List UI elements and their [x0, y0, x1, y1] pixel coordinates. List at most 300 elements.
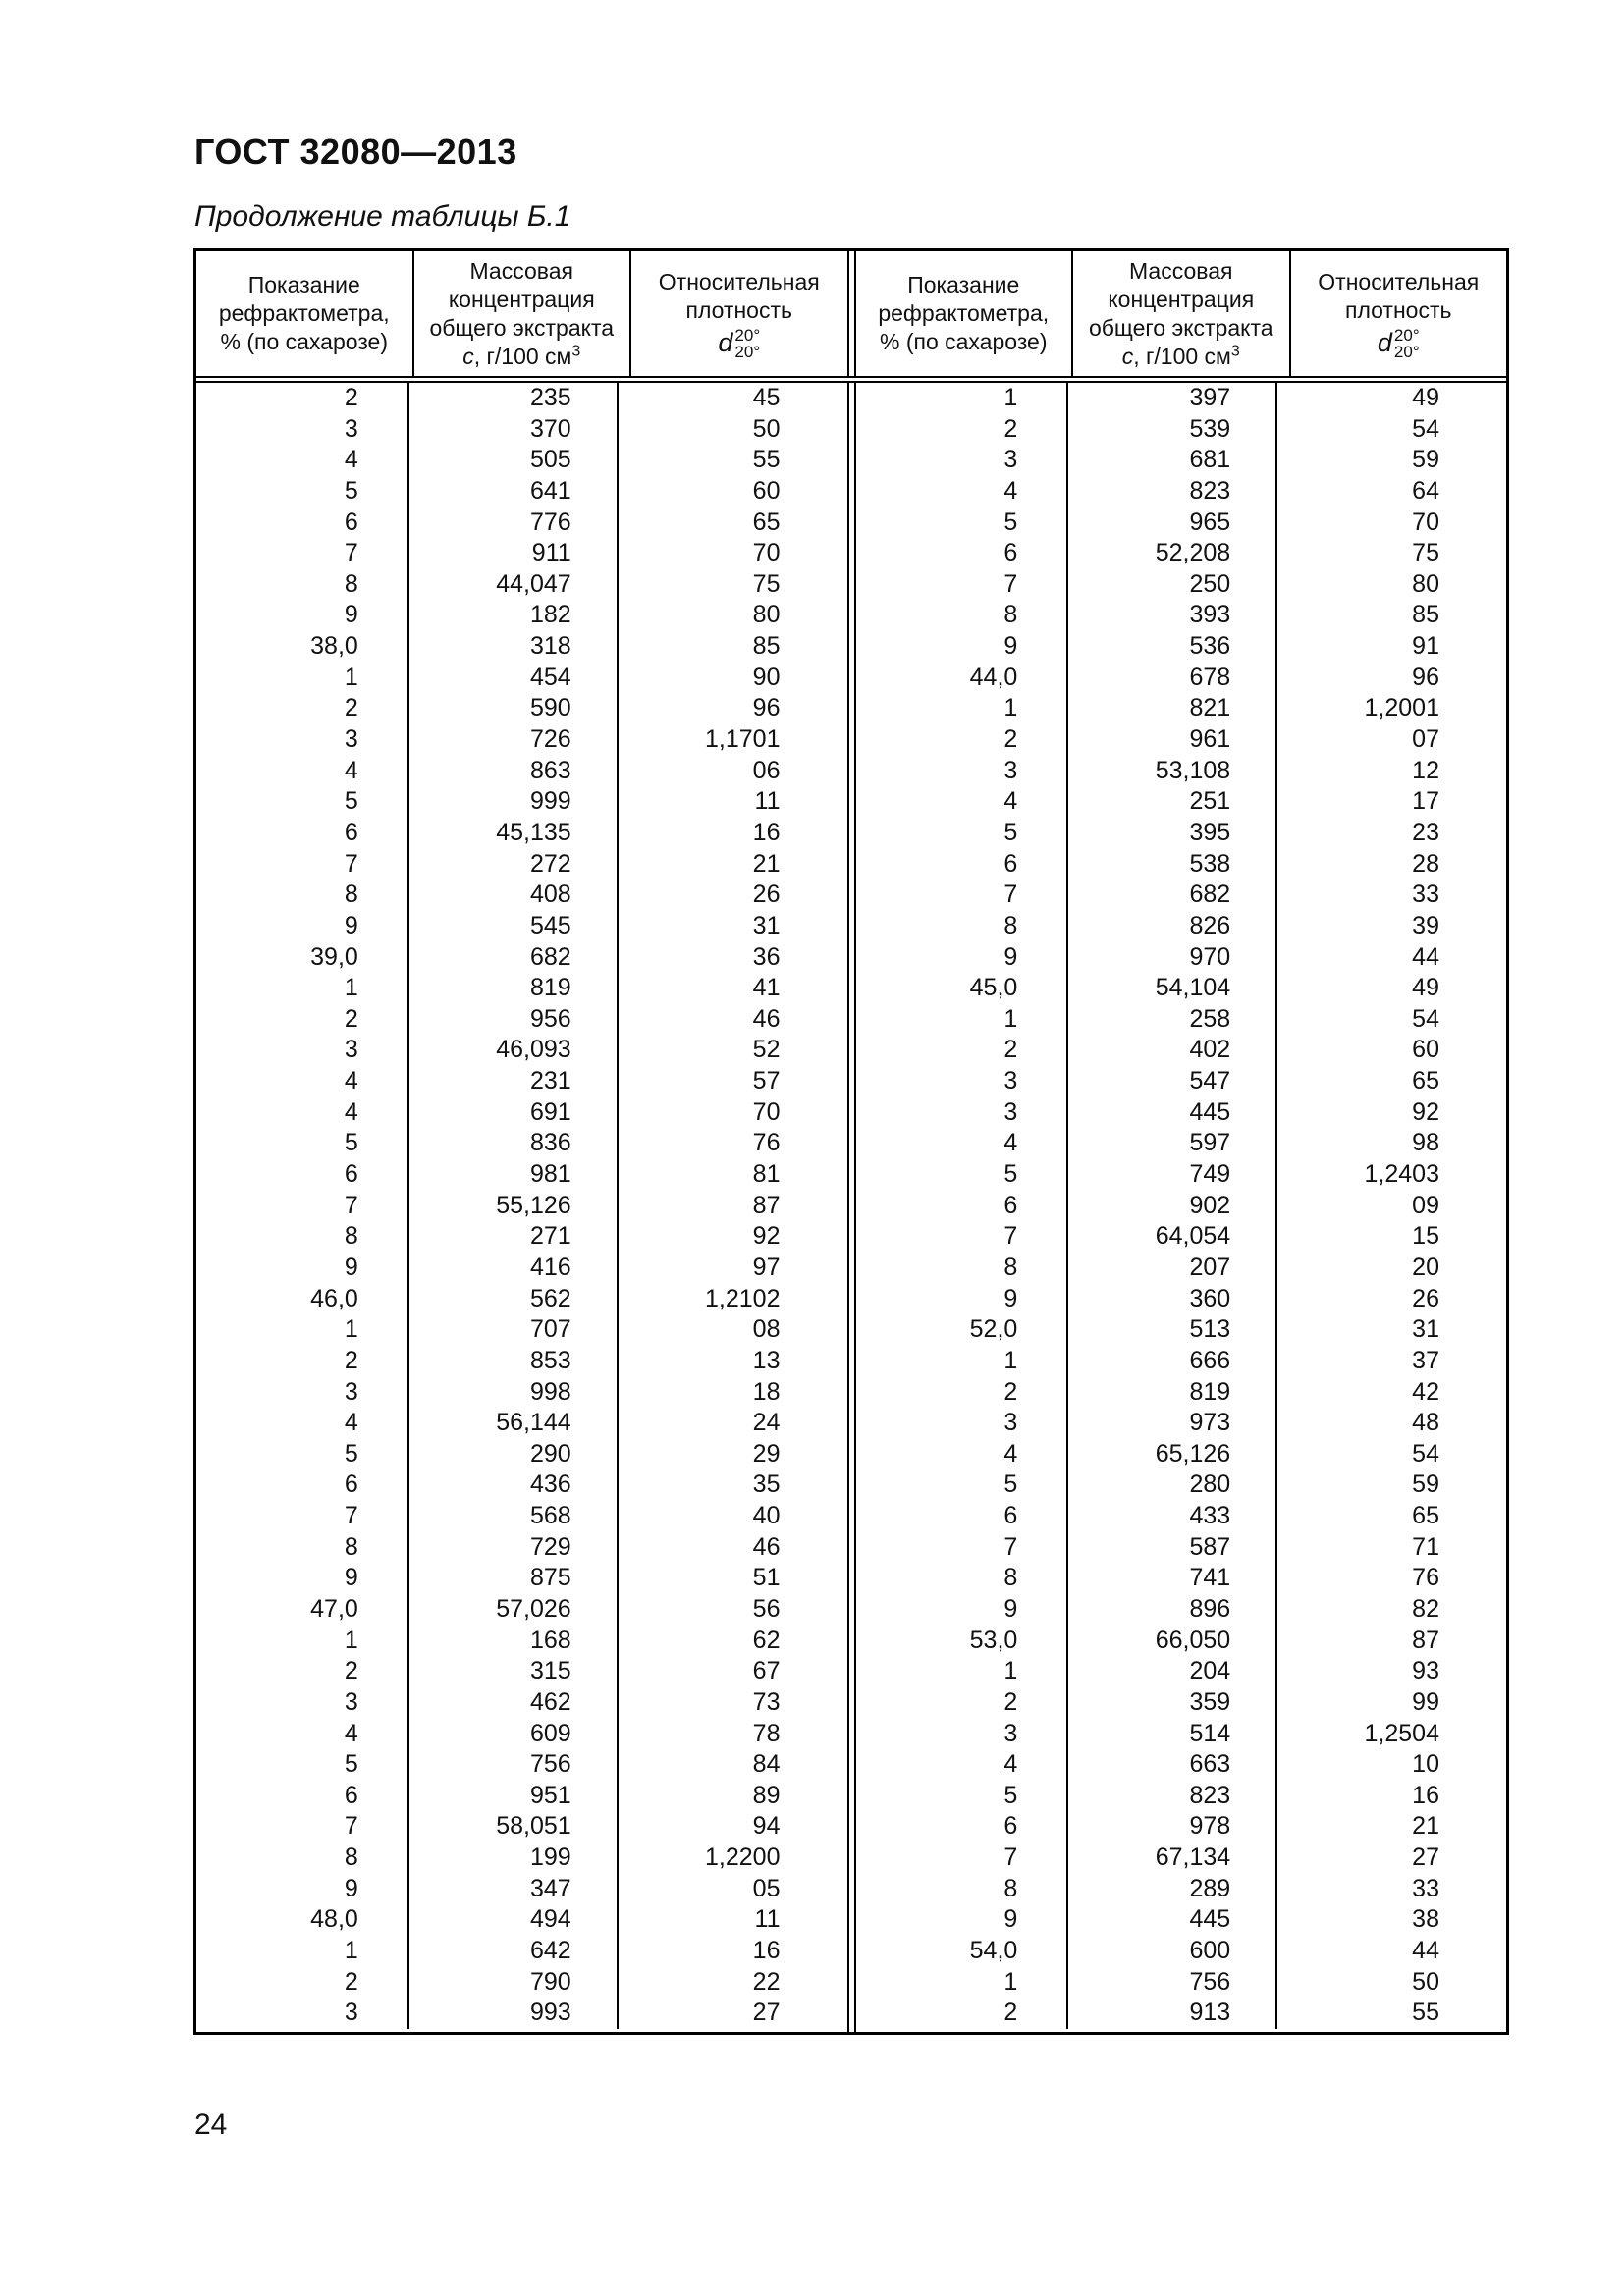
cell-relative-density: 65 [1412, 1067, 1439, 1095]
cell-relative-density: 21 [1412, 1812, 1439, 1841]
cell-mass-concentration: 318 [409, 631, 619, 663]
cell-mass-concentration: 913 [1068, 1998, 1277, 2029]
table-row [196, 756, 847, 787]
header-mass-concentration [414, 251, 632, 376]
table-row [856, 1159, 1507, 1191]
cell-relative-density: 1,1701 [705, 725, 781, 754]
table-row [856, 569, 1507, 601]
cell-relative-density: 97 [752, 1253, 781, 1281]
cell-refractometer-reading: 3 [196, 1035, 409, 1066]
cell-mass-concentration: 395 [1068, 818, 1277, 849]
cell-mass-concentration: 514 [1068, 1719, 1277, 1750]
cell-relative-density: 96 [752, 694, 781, 722]
table-row [196, 600, 847, 631]
cell-relative-density: 35 [752, 1470, 781, 1499]
cell-refractometer-reading: 9 [196, 1874, 409, 1905]
cell-refractometer-reading: 3 [196, 1687, 409, 1719]
cell-refractometer-reading: 1 [856, 1656, 1069, 1687]
cell-mass-concentration: 973 [1068, 1408, 1277, 1439]
table-row [196, 1719, 847, 1750]
cell-relative-density: 96 [1412, 663, 1439, 691]
cell-refractometer-reading: 5 [856, 507, 1069, 539]
density-superscript: 20° [1393, 325, 1420, 345]
table-row [856, 1128, 1507, 1159]
table-right-half-header [856, 251, 1507, 376]
table-row [196, 1097, 847, 1129]
document-title: ГОСТ 32080—2013 [194, 132, 517, 172]
table-row [196, 1377, 847, 1409]
table-header-row [196, 251, 1506, 376]
cell-relative-density: 39 [1412, 911, 1439, 939]
cell-mass-concentration: 272 [409, 849, 619, 881]
cell-mass-concentration: 681 [1068, 445, 1277, 476]
cell-refractometer-reading: 7 [196, 1501, 409, 1532]
cell-refractometer-reading: 5 [196, 1128, 409, 1159]
table-row [196, 1594, 847, 1626]
cell-relative-density: 70 [752, 1097, 781, 1126]
cell-relative-density: 44 [1412, 1937, 1439, 1965]
cell-refractometer-reading: 4 [196, 445, 409, 476]
cell-relative-density: 27 [752, 1999, 781, 2027]
table-row [196, 1346, 847, 1377]
cell-refractometer-reading: 1 [856, 383, 1069, 414]
cell-mass-concentration: 168 [409, 1626, 619, 1657]
cell-refractometer-reading: 2 [856, 1035, 1069, 1066]
cell-refractometer-reading: 2 [856, 1998, 1069, 2029]
cell-refractometer-reading: 2 [196, 1346, 409, 1377]
cell-refractometer-reading: 46,0 [196, 1284, 409, 1315]
cell-relative-density: 40 [752, 1502, 781, 1530]
cell-relative-density: 75 [752, 569, 781, 598]
cell-relative-density: 89 [752, 1781, 781, 1809]
cell-refractometer-reading: 5 [856, 818, 1069, 849]
density-notation [1378, 327, 1420, 360]
table-row [856, 973, 1507, 1004]
cell-mass-concentration: 289 [1068, 1874, 1277, 1905]
cell-refractometer-reading: 2 [856, 1687, 1069, 1719]
table-row [196, 911, 847, 942]
table-row [856, 880, 1507, 911]
table-row [196, 1656, 847, 1687]
cell-mass-concentration: 911 [409, 538, 619, 569]
cell-relative-density: 60 [1412, 1036, 1439, 1064]
cell-relative-density: 91 [1412, 632, 1439, 661]
table-row [856, 1749, 1507, 1781]
table-row [196, 693, 847, 724]
cell-mass-concentration: 57,026 [409, 1594, 619, 1626]
cell-relative-density: 11 [754, 787, 781, 816]
cell-mass-concentration: 682 [1068, 880, 1277, 911]
table-row [196, 569, 847, 601]
cell-relative-density: 1,2403 [1364, 1160, 1439, 1189]
table-row [856, 1284, 1507, 1315]
cell-mass-concentration: 204 [1068, 1656, 1277, 1687]
cell-relative-density: 73 [752, 1687, 781, 1716]
cell-relative-density: 59 [1412, 1470, 1439, 1499]
table-row [196, 1626, 847, 1657]
cell-relative-density: 70 [1412, 507, 1439, 536]
cell-relative-density: 41 [752, 974, 781, 1002]
header-relative-density [631, 251, 847, 376]
cell-relative-density: 31 [1412, 1315, 1439, 1344]
cell-relative-density: 82 [1412, 1594, 1439, 1623]
header-separator-double-rule [196, 376, 1506, 383]
cell-refractometer-reading: 8 [856, 1253, 1069, 1284]
cell-relative-density: 16 [752, 818, 781, 846]
table-row [856, 1066, 1507, 1097]
table-row [196, 1687, 847, 1719]
cell-refractometer-reading: 45,0 [856, 973, 1069, 1004]
cell-refractometer-reading: 2 [196, 1967, 409, 1999]
cell-mass-concentration: 902 [1068, 1191, 1277, 1222]
concentration-symbol: с [1121, 343, 1134, 369]
cell-refractometer-reading: 8 [856, 911, 1069, 942]
cell-refractometer-reading: 1 [856, 1346, 1069, 1377]
table-row [196, 1284, 847, 1315]
table-row [196, 1998, 847, 2029]
table-row [856, 1842, 1507, 1874]
center-divider [847, 251, 856, 376]
table-row [856, 756, 1507, 787]
cell-refractometer-reading: 7 [196, 1811, 409, 1842]
cell-mass-concentration: 235 [409, 383, 619, 414]
table-row [196, 1253, 847, 1284]
cell-refractometer-reading: 2 [856, 414, 1069, 446]
table-row [196, 1874, 847, 1905]
table-row [196, 1128, 847, 1159]
cell-relative-density: 37 [1412, 1346, 1439, 1374]
cell-mass-concentration: 315 [409, 1656, 619, 1687]
cell-mass-concentration: 231 [409, 1066, 619, 1097]
center-divider [847, 383, 856, 2032]
cell-refractometer-reading: 8 [856, 1563, 1069, 1594]
header-relative-density [1291, 251, 1507, 376]
cell-relative-density: 85 [752, 632, 781, 661]
cell-relative-density: 50 [752, 414, 781, 443]
cell-refractometer-reading: 9 [856, 942, 1069, 974]
cell-mass-concentration: 402 [1068, 1035, 1277, 1066]
cell-relative-density: 18 [752, 1377, 781, 1406]
table-row [856, 1687, 1507, 1719]
table-b1-continuation [193, 248, 1509, 2035]
density-subscript: 20° [1393, 342, 1420, 361]
page-number: 24 [194, 2109, 228, 2141]
cell-refractometer-reading: 8 [196, 1532, 409, 1564]
cell-refractometer-reading: 5 [196, 1749, 409, 1781]
cell-mass-concentration: 749 [1068, 1159, 1277, 1191]
cell-refractometer-reading: 6 [856, 1501, 1069, 1532]
cell-refractometer-reading: 1 [196, 1626, 409, 1657]
cell-relative-density: 33 [1412, 881, 1439, 909]
cell-refractometer-reading: 8 [196, 880, 409, 911]
table-row [196, 1501, 847, 1532]
cell-mass-concentration: 408 [409, 880, 619, 911]
table-row [196, 476, 847, 507]
table-row [856, 693, 1507, 724]
cell-refractometer-reading: 4 [196, 756, 409, 787]
header-line: плотность [685, 296, 792, 323]
cell-relative-density: 11 [754, 1905, 781, 1934]
table-row [856, 600, 1507, 631]
cell-relative-density: 54 [1412, 414, 1439, 443]
cell-refractometer-reading: 8 [196, 569, 409, 601]
table-row [196, 383, 847, 414]
cell-relative-density: 07 [1412, 725, 1439, 754]
table-row [856, 1781, 1507, 1812]
cell-mass-concentration: 836 [409, 1128, 619, 1159]
table-left-half-rows [196, 383, 847, 2032]
unit-superscript: 3 [571, 342, 581, 359]
cell-mass-concentration: 538 [1068, 849, 1277, 881]
cell-relative-density: 36 [752, 942, 781, 971]
cell-mass-concentration: 56,144 [409, 1408, 619, 1439]
cell-relative-density: 55 [1412, 1999, 1439, 2027]
table-row [196, 942, 847, 974]
cell-relative-density: 80 [1412, 569, 1439, 598]
table-row [196, 1035, 847, 1066]
cell-refractometer-reading: 2 [196, 1004, 409, 1036]
header-line: Показание [247, 272, 360, 297]
cell-refractometer-reading: 9 [196, 1253, 409, 1284]
cell-refractometer-reading: 39,0 [196, 942, 409, 974]
cell-refractometer-reading: 4 [196, 1408, 409, 1439]
table-row [196, 1904, 847, 1936]
table-row [196, 1221, 847, 1253]
cell-relative-density: 31 [752, 911, 781, 939]
table-row [856, 1191, 1507, 1222]
cell-mass-concentration: 597 [1068, 1128, 1277, 1159]
cell-relative-density: 62 [752, 1626, 781, 1654]
header-line-unit [1122, 343, 1240, 371]
cell-mass-concentration: 436 [409, 1469, 619, 1501]
table-row [196, 818, 847, 849]
cell-mass-concentration: 393 [1068, 600, 1277, 631]
table-row [856, 1221, 1507, 1253]
cell-refractometer-reading: 9 [196, 911, 409, 942]
cell-refractometer-reading: 2 [196, 693, 409, 724]
cell-mass-concentration: 46,093 [409, 1035, 619, 1066]
cell-relative-density: 20 [1412, 1253, 1439, 1281]
cell-refractometer-reading: 7 [856, 1532, 1069, 1564]
table-row [196, 1314, 847, 1346]
table-row [856, 786, 1507, 818]
cell-mass-concentration: 678 [1068, 663, 1277, 694]
header-line: % (по сахарозе) [220, 329, 389, 354]
cell-refractometer-reading: 1 [856, 1967, 1069, 1999]
cell-relative-density: 05 [752, 1874, 781, 1902]
table-row [196, 1004, 847, 1036]
cell-mass-concentration: 642 [409, 1936, 619, 1967]
density-notation [718, 327, 760, 360]
cell-refractometer-reading: 7 [196, 538, 409, 569]
cell-refractometer-reading: 9 [196, 1563, 409, 1594]
cell-relative-density: 49 [1412, 974, 1439, 1002]
table-row [196, 1439, 847, 1470]
cell-refractometer-reading: 2 [856, 724, 1069, 756]
cell-relative-density: 33 [1412, 1874, 1439, 1902]
table-row [196, 1967, 847, 1999]
cell-relative-density: 70 [752, 539, 781, 567]
cell-relative-density: 26 [1412, 1284, 1439, 1312]
table-row [856, 1035, 1507, 1066]
header-line: концентрация [448, 286, 595, 312]
cell-relative-density: 93 [1412, 1657, 1439, 1685]
cell-refractometer-reading: 7 [196, 1191, 409, 1222]
table-row [196, 507, 847, 539]
table-row [196, 1781, 847, 1812]
cell-mass-concentration: 258 [1068, 1004, 1277, 1036]
cell-mass-concentration: 280 [1068, 1469, 1277, 1501]
cell-refractometer-reading: 5 [856, 1159, 1069, 1191]
cell-mass-concentration: 863 [409, 756, 619, 787]
cell-mass-concentration: 821 [1068, 693, 1277, 724]
cell-refractometer-reading: 6 [196, 818, 409, 849]
density-subscript: 20° [734, 342, 761, 361]
cell-mass-concentration: 359 [1068, 1687, 1277, 1719]
cell-relative-density: 09 [1412, 1191, 1439, 1219]
cell-mass-concentration: 590 [409, 693, 619, 724]
cell-relative-density: 54 [1412, 1004, 1439, 1033]
cell-mass-concentration: 445 [1068, 1904, 1277, 1936]
cell-relative-density: 15 [1412, 1222, 1439, 1251]
cell-refractometer-reading: 3 [856, 1097, 1069, 1129]
table-row [856, 1904, 1507, 1936]
cell-relative-density: 92 [1412, 1097, 1439, 1126]
cell-relative-density: 28 [1412, 849, 1439, 878]
cell-relative-density: 64 [1412, 476, 1439, 505]
cell-relative-density: 06 [752, 756, 781, 784]
table-row [856, 1097, 1507, 1129]
cell-refractometer-reading: 6 [856, 849, 1069, 881]
cell-mass-concentration: 823 [1068, 1781, 1277, 1812]
cell-refractometer-reading: 7 [856, 569, 1069, 601]
table-row [856, 818, 1507, 849]
cell-mass-concentration: 853 [409, 1346, 619, 1377]
cell-relative-density: 92 [752, 1222, 781, 1251]
cell-mass-concentration: 691 [409, 1097, 619, 1129]
cell-refractometer-reading: 9 [196, 600, 409, 631]
cell-refractometer-reading: 4 [856, 1128, 1069, 1159]
cell-relative-density: 13 [752, 1346, 781, 1374]
cell-relative-density: 27 [1412, 1843, 1439, 1872]
cell-mass-concentration: 726 [409, 724, 619, 756]
cell-mass-concentration: 416 [409, 1253, 619, 1284]
cell-refractometer-reading: 4 [856, 1439, 1069, 1470]
cell-mass-concentration: 52,208 [1068, 538, 1277, 569]
cell-relative-density: 50 [1412, 1967, 1439, 1996]
cell-mass-concentration: 970 [1068, 942, 1277, 974]
cell-refractometer-reading: 3 [856, 445, 1069, 476]
cell-mass-concentration: 53,108 [1068, 756, 1277, 787]
cell-mass-concentration: 663 [1068, 1749, 1277, 1781]
table-row [856, 1967, 1507, 1999]
cell-mass-concentration: 494 [409, 1904, 619, 1936]
table-caption: Продолжение таблицы Б.1 [194, 200, 571, 233]
cell-refractometer-reading: 8 [196, 1221, 409, 1253]
table-row [196, 1532, 847, 1564]
cell-relative-density: 44 [1412, 942, 1439, 971]
table-row [856, 1719, 1507, 1750]
cell-mass-concentration: 290 [409, 1439, 619, 1470]
cell-refractometer-reading: 7 [196, 849, 409, 881]
cell-mass-concentration: 951 [409, 1781, 619, 1812]
table-row [196, 631, 847, 663]
cell-mass-concentration: 54,104 [1068, 973, 1277, 1004]
table-row [856, 1346, 1507, 1377]
cell-relative-density: 1,2200 [705, 1843, 781, 1872]
cell-mass-concentration: 682 [409, 942, 619, 974]
cell-mass-concentration: 756 [1068, 1967, 1277, 1999]
cell-refractometer-reading: 4 [196, 1719, 409, 1750]
concentration-symbol: с [462, 343, 474, 369]
cell-relative-density: 65 [752, 507, 781, 536]
cell-mass-concentration: 993 [409, 1998, 619, 2029]
cell-relative-density: 55 [752, 446, 781, 474]
cell-mass-concentration: 776 [409, 507, 619, 539]
table-row [196, 1191, 847, 1222]
cell-mass-concentration: 539 [1068, 414, 1277, 446]
cell-mass-concentration: 67,134 [1068, 1842, 1277, 1874]
cell-refractometer-reading: 5 [196, 1439, 409, 1470]
cell-refractometer-reading: 38,0 [196, 631, 409, 663]
table-row [856, 1501, 1507, 1532]
cell-mass-concentration: 505 [409, 445, 619, 476]
cell-mass-concentration: 965 [1068, 507, 1277, 539]
cell-mass-concentration: 956 [409, 1004, 619, 1036]
cell-refractometer-reading: 52,0 [856, 1314, 1069, 1346]
cell-relative-density: 21 [752, 849, 781, 878]
cell-refractometer-reading: 47,0 [196, 1594, 409, 1626]
unit-superscript: 3 [1230, 342, 1240, 359]
table-row [856, 1563, 1507, 1594]
table-row [196, 414, 847, 446]
cell-relative-density: 98 [1412, 1129, 1439, 1157]
cell-relative-density: 52 [752, 1036, 781, 1064]
density-symbol: d [1377, 328, 1392, 357]
cell-mass-concentration: 65,126 [1068, 1439, 1277, 1470]
cell-mass-concentration: 44,047 [409, 569, 619, 601]
cell-refractometer-reading: 3 [856, 1719, 1069, 1750]
table-row [856, 1811, 1507, 1842]
cell-relative-density: 29 [752, 1439, 781, 1468]
cell-relative-density: 65 [1412, 1502, 1439, 1530]
header-line: Относительная [658, 268, 820, 294]
density-sup-sub [734, 327, 760, 360]
cell-mass-concentration: 251 [1068, 786, 1277, 818]
cell-mass-concentration: 741 [1068, 1563, 1277, 1594]
cell-mass-concentration: 666 [1068, 1346, 1277, 1377]
table-row [856, 663, 1507, 694]
cell-refractometer-reading: 1 [196, 663, 409, 694]
cell-relative-density: 71 [1412, 1532, 1439, 1561]
table-right-half-rows [856, 383, 1507, 2032]
cell-relative-density: 1,2102 [705, 1284, 781, 1312]
cell-refractometer-reading: 9 [856, 1594, 1069, 1626]
cell-refractometer-reading: 3 [196, 414, 409, 446]
cell-relative-density: 49 [1412, 384, 1439, 411]
cell-refractometer-reading: 6 [196, 507, 409, 539]
cell-refractometer-reading: 6 [196, 1781, 409, 1812]
table-row [196, 973, 847, 1004]
table-row [856, 476, 1507, 507]
header-line: Показание [907, 272, 1020, 297]
cell-refractometer-reading: 1 [196, 973, 409, 1004]
cell-mass-concentration: 999 [409, 786, 619, 818]
cell-mass-concentration: 562 [409, 1284, 619, 1315]
header-refractometer-reading [856, 251, 1074, 376]
cell-relative-density: 99 [1412, 1687, 1439, 1716]
cell-refractometer-reading: 5 [856, 1469, 1069, 1501]
